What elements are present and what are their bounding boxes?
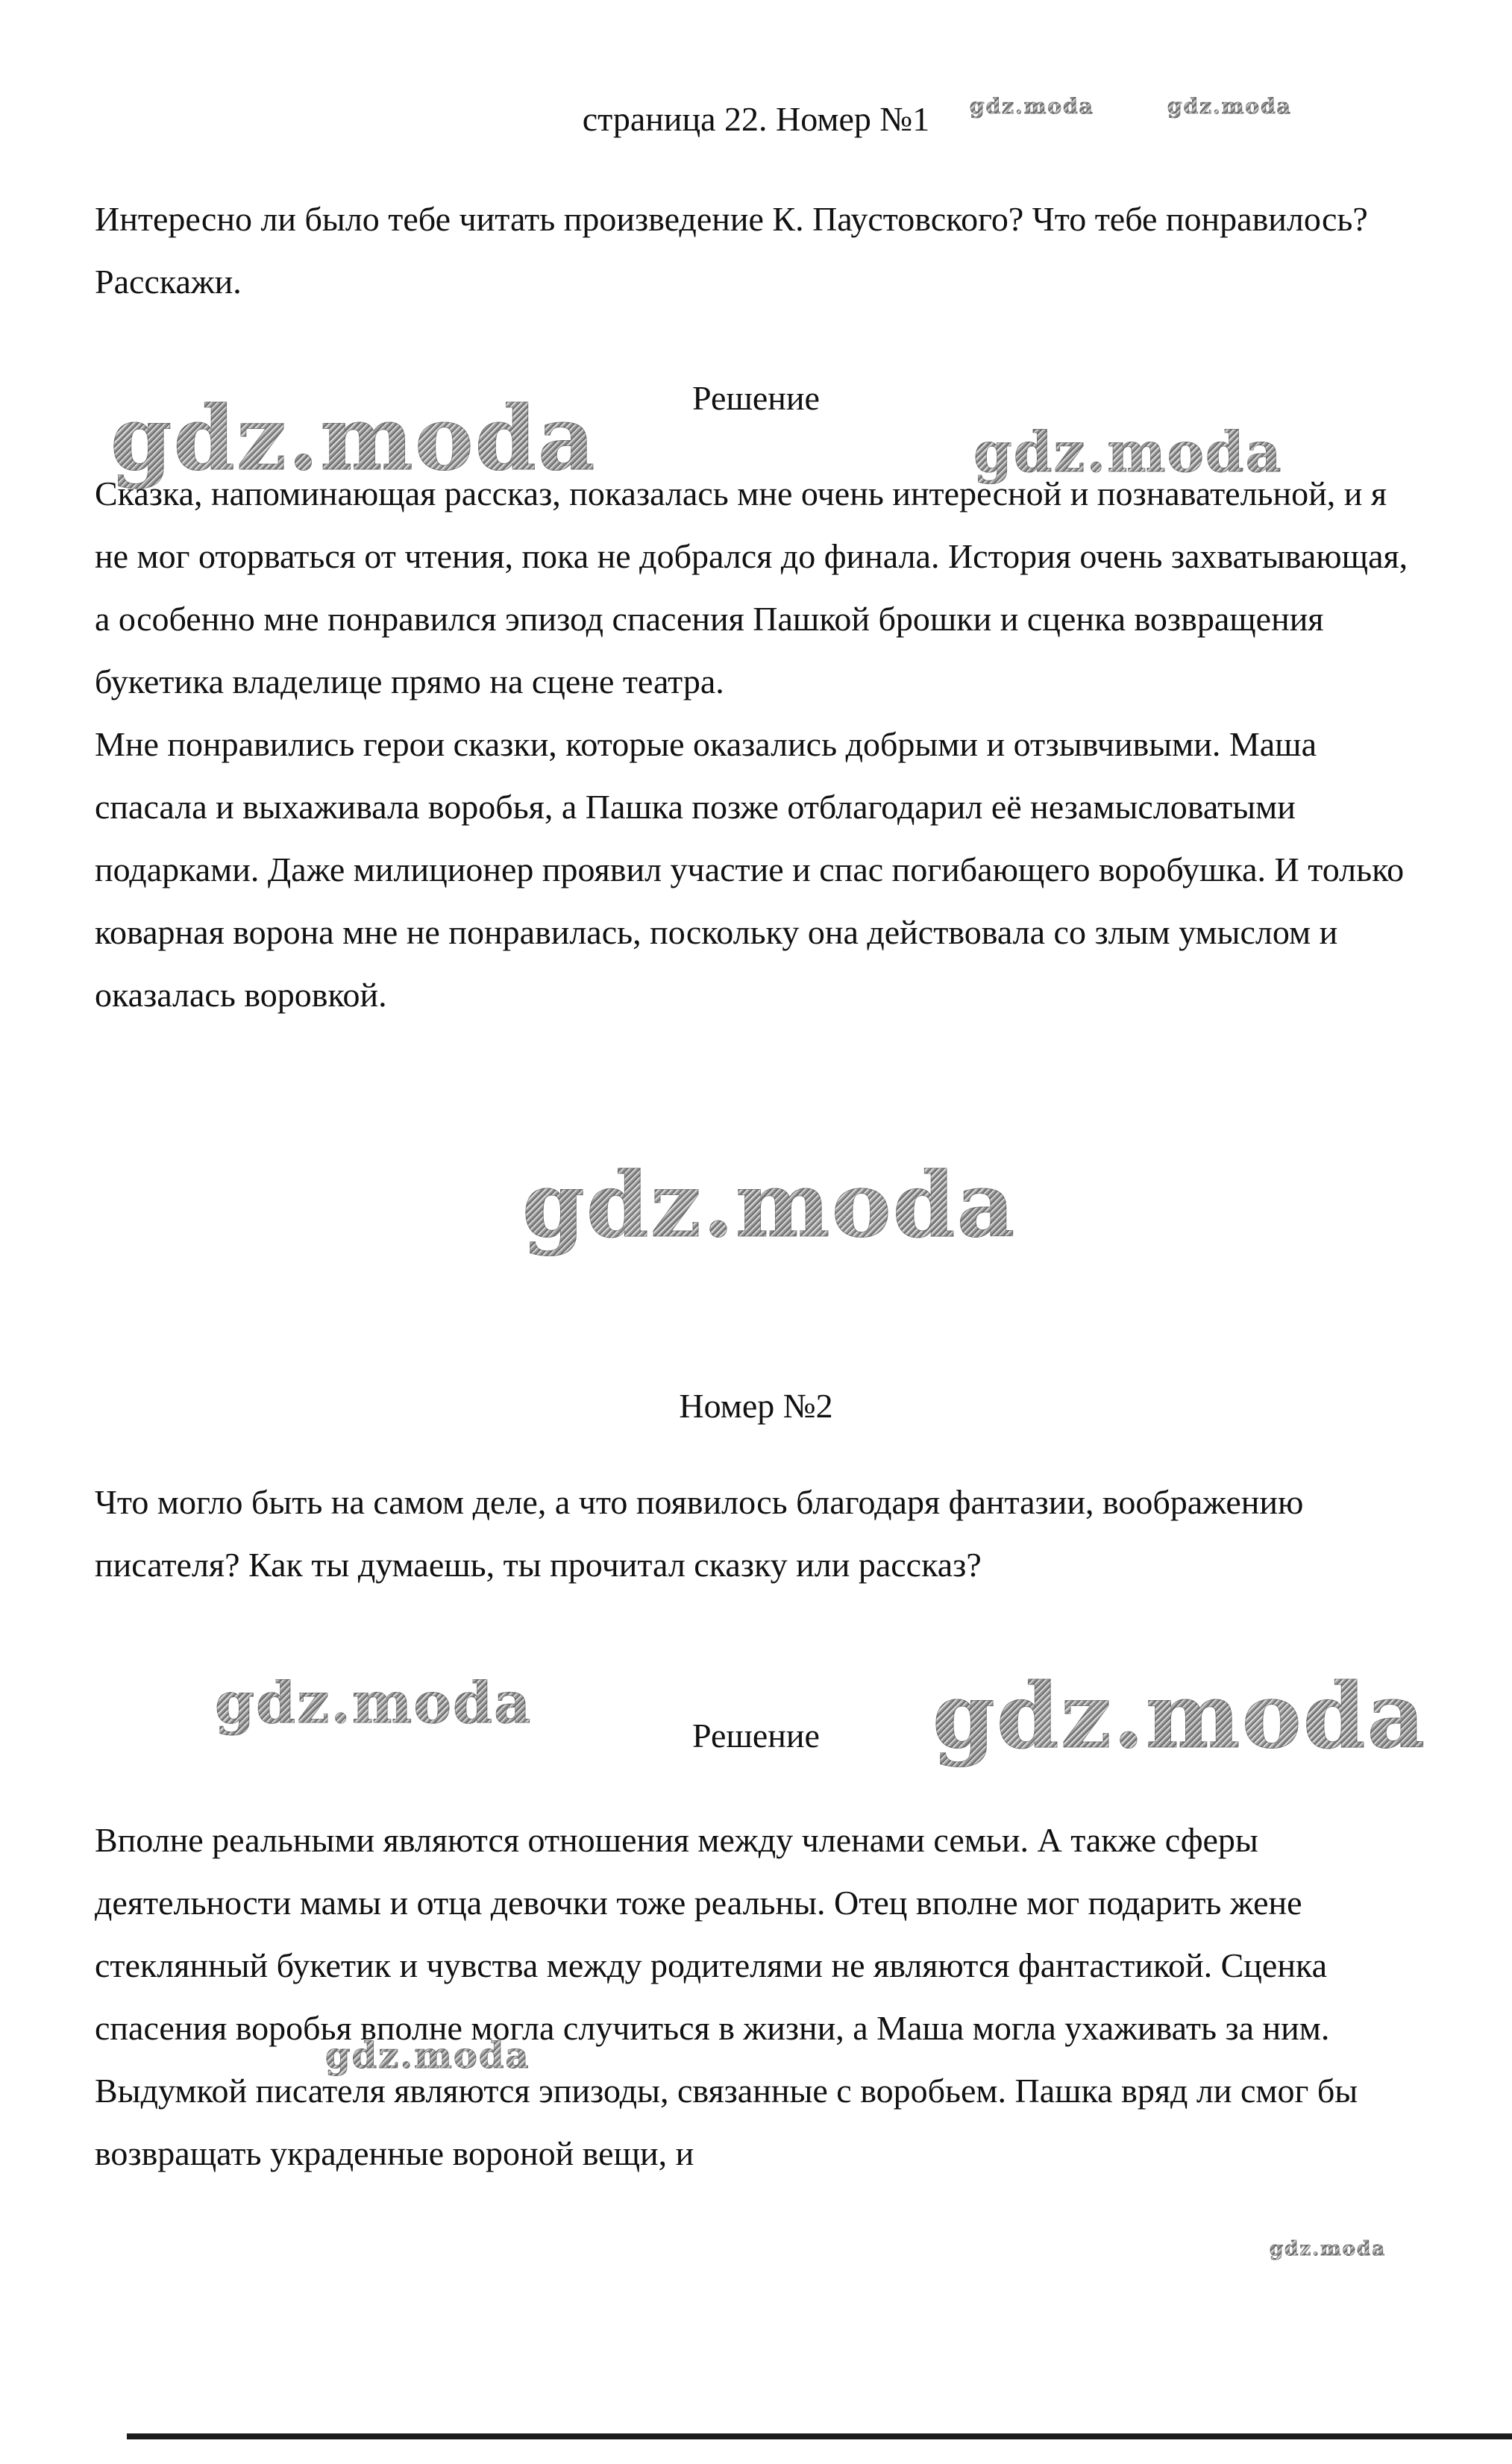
watermark-gdz-moda: gdz.moda	[110, 386, 597, 490]
problem-1-solution-heading: Решение	[692, 379, 820, 417]
watermark-gdz-moda: gdz.moda	[215, 1670, 533, 1736]
problem-2-answer	[95, 1809, 1426, 2185]
problem-1-answer	[95, 463, 1426, 1026]
watermark-gdz-moda: gdz.moda	[1167, 94, 1292, 119]
watermark-gdz-moda: gdz.moda	[325, 2035, 530, 2077]
watermark-gdz-moda: gdz.moda	[973, 421, 1283, 485]
page-bottom-edge	[127, 2433, 1512, 2439]
page-title: страница 22. Номер №1	[582, 100, 930, 138]
problem-2-heading: Номер №2	[679, 1387, 833, 1425]
problem-2-question: Что могло быть на самом деле, а что появилось благодаря фантазии, воображению писателя? Как ты думаешь, ты прочитал сказку или рассказ?	[95, 1483, 1304, 1584]
problem-1-question: Интересно ли было тебе читать произведение К. Паустовского? Что тебе понравилось? Расскажи.	[95, 200, 1368, 301]
problem-1-answer-paragraph-2: Мне понравились герои сказки, которые оказались добрыми и отзывчивыми. Маша спасала и выхаживала воробья, а Пашка позже отблагодарил её незамысловатыми подарками. Даже милиционер проявил участие и спас погибающего воробушка. И только коварная ворона мне не понравилась, поскольку она действовала со злым умыслом и оказалась воровкой.	[95, 725, 1405, 1014]
watermark-gdz-moda: gdz.moda	[522, 1153, 1017, 1258]
problem-2-solution-heading: Решение	[692, 1717, 820, 1755]
problem-2-answer-paragraph: Вполне реальными являются отношения между членами семьи. А также сферы деятельности мамы и отца девочки тоже реальны. Отец вполне мог подарить жене стеклянный букетик и чувства между родителями не являются фантастикой. Сценка спасения воробья вполне могла случиться в жизни, а Маша могла ухаживать за ним. Выдумкой писателя являются эпизоды, связанные с воробьем. Пашка вряд ли смог бы возвращать украденные вороной вещи, и	[95, 1821, 1358, 2172]
watermark-gdz-moda: gdz.moda	[932, 1664, 1427, 1769]
problem-1-answer-paragraph-1: Сказка, напоминающая рассказ, показалась мне очень интересной и познавательной, и я не мог оторваться от чтения, пока не добрался до финала. История очень захватывающая, а особенно мне понравился эпизод спасения Пашкой брошки и сценка возвращения букетика владелице прямо на сцене театра.	[95, 474, 1408, 700]
watermark-gdz-moda: gdz.moda	[970, 94, 1094, 119]
watermark-gdz-moda: gdz.moda	[1270, 2238, 1387, 2260]
